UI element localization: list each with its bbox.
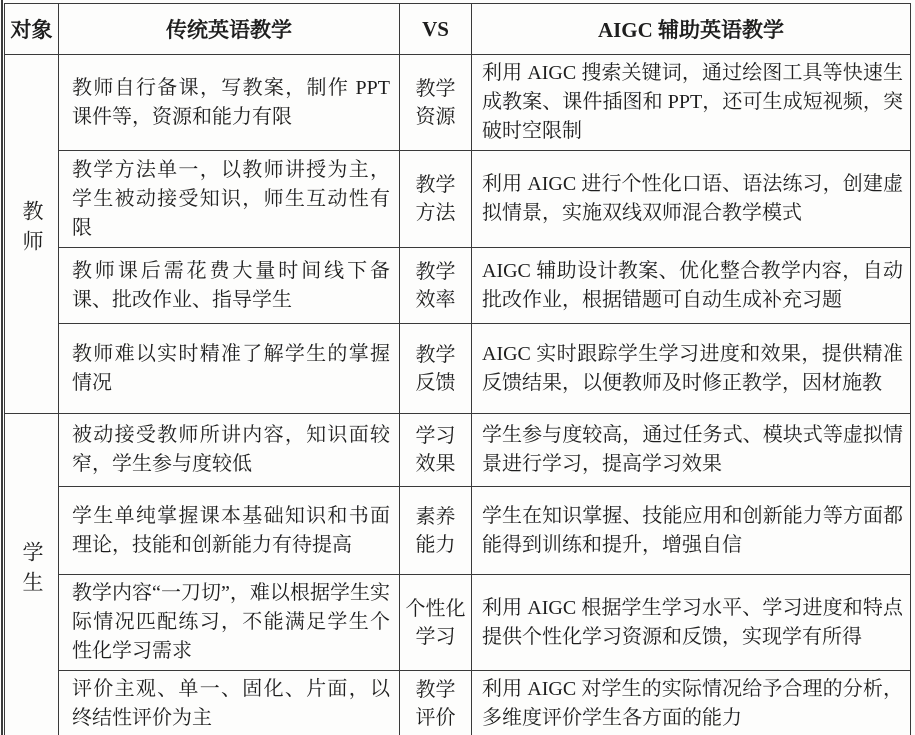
cell-focus — [400, 414, 472, 487]
cell-focus — [400, 151, 472, 248]
cell-aigc: AIGC 辅助设计教案、优化整合教学内容，自动批改作业，根据错题可自动生成补充习题 — [472, 248, 911, 324]
cell-traditional: 教师课后需花费大量时间线下备课、批改作业、指导学生 — [59, 248, 400, 324]
page-edge-rule — [1, 0, 3, 735]
cell-traditional: 学生单纯掌握课本基础知识和书面理论，技能和创新能力有待提高 — [59, 487, 400, 575]
cell-aigc: 利用 AIGC 进行个性化口语、语法练习，创建虚拟情景，实施双线双师混合教学模式 — [472, 151, 911, 248]
table-row — [5, 324, 911, 414]
cell-focus — [400, 55, 472, 151]
focus-line-2: 资源 — [415, 105, 456, 128]
table-row — [5, 248, 911, 324]
cell-traditional: 被动接受教师所讲内容，知识面较窄，学生参与度较低 — [59, 414, 400, 487]
table-header-row — [5, 4, 911, 55]
cell-aigc: 学生在知识掌握、技能应用和创新能力等方面都能得到训练和提升，增强自信 — [472, 487, 911, 575]
table-row — [5, 671, 911, 735]
focus-line-1: 学习 — [415, 425, 456, 447]
table-row — [5, 55, 911, 151]
cell-focus — [400, 248, 472, 324]
cell-traditional: 教师难以实时精准了解学生的掌握情况 — [59, 324, 400, 414]
cell-focus — [400, 487, 472, 575]
header-vs: VS — [400, 4, 472, 55]
focus-line-2: 方法 — [415, 202, 456, 224]
focus-line-2: 学习 — [415, 625, 456, 648]
table-row — [5, 414, 911, 487]
focus-line-1: 素养 — [415, 505, 456, 528]
group-label-student — [5, 414, 59, 735]
focus-line-1: 个性化 — [405, 597, 466, 620]
cell-aigc: AIGC 实时跟踪学生学习进度和效果，提供精准反馈结果，以便教师及时修正教学，因材施教 — [472, 324, 911, 414]
cell-traditional: 评价主观、单一、固化、片面，以终结性评价为主 — [59, 671, 400, 735]
header-aigc-teaching: AIGC 辅助英语教学 — [472, 4, 911, 55]
cell-traditional: 教学内容“一刀切”，难以根据学生实际情况匹配练习，不能满足学生个性化学习需求 — [59, 575, 400, 671]
group-label-text: 教师 — [20, 199, 44, 260]
cell-aigc: 利用 AIGC 搜索关键词，通过绘图工具等快速生成教案、课件插图和 PPT，还可生成短视频，突破时空限制 — [472, 55, 911, 151]
focus-line-2: 效果 — [415, 453, 456, 475]
cell-aigc: 利用 AIGC 对学生的实际情况给予合理的分析，多维度评价学生各方面的能力 — [472, 671, 911, 735]
focus-line-2: 能力 — [415, 533, 456, 556]
focus-line-2: 效率 — [415, 288, 456, 311]
group-label-teacher — [5, 55, 59, 414]
table-row — [5, 487, 911, 575]
cell-focus — [400, 575, 472, 671]
cell-traditional: 教师自行备课，写教案，制作 PPT 课件等，资源和能力有限 — [59, 55, 400, 151]
focus-line-1: 教学 — [415, 679, 456, 701]
focus-line-1: 教学 — [415, 77, 456, 100]
cell-traditional: 教学方法单一，以教师讲授为主，学生被动接受知识，师生互动性有限 — [59, 151, 400, 248]
group-label-text: 学生 — [20, 541, 44, 601]
focus-line-1: 教学 — [415, 174, 456, 196]
cell-focus — [400, 671, 472, 735]
table-row — [5, 151, 911, 248]
table-row — [5, 575, 911, 671]
focus-line-2: 反馈 — [415, 371, 456, 394]
focus-line-1: 教学 — [415, 260, 456, 283]
header-traditional-teaching: 传统英语教学 — [59, 4, 400, 55]
header-subject: 对象 — [5, 4, 59, 55]
focus-line-2: 评价 — [415, 707, 456, 729]
focus-line-1: 教学 — [415, 343, 456, 366]
cell-aigc: 学生参与度较高，通过任务式、模块式等虚拟情景进行学习，提高学习效果 — [472, 414, 911, 487]
cell-aigc: 利用 AIGC 根据学生学习水平、学习进度和特点提供个性化学习资源和反馈，实现学有所得 — [472, 575, 911, 671]
comparison-table — [4, 3, 911, 735]
cell-focus — [400, 324, 472, 414]
